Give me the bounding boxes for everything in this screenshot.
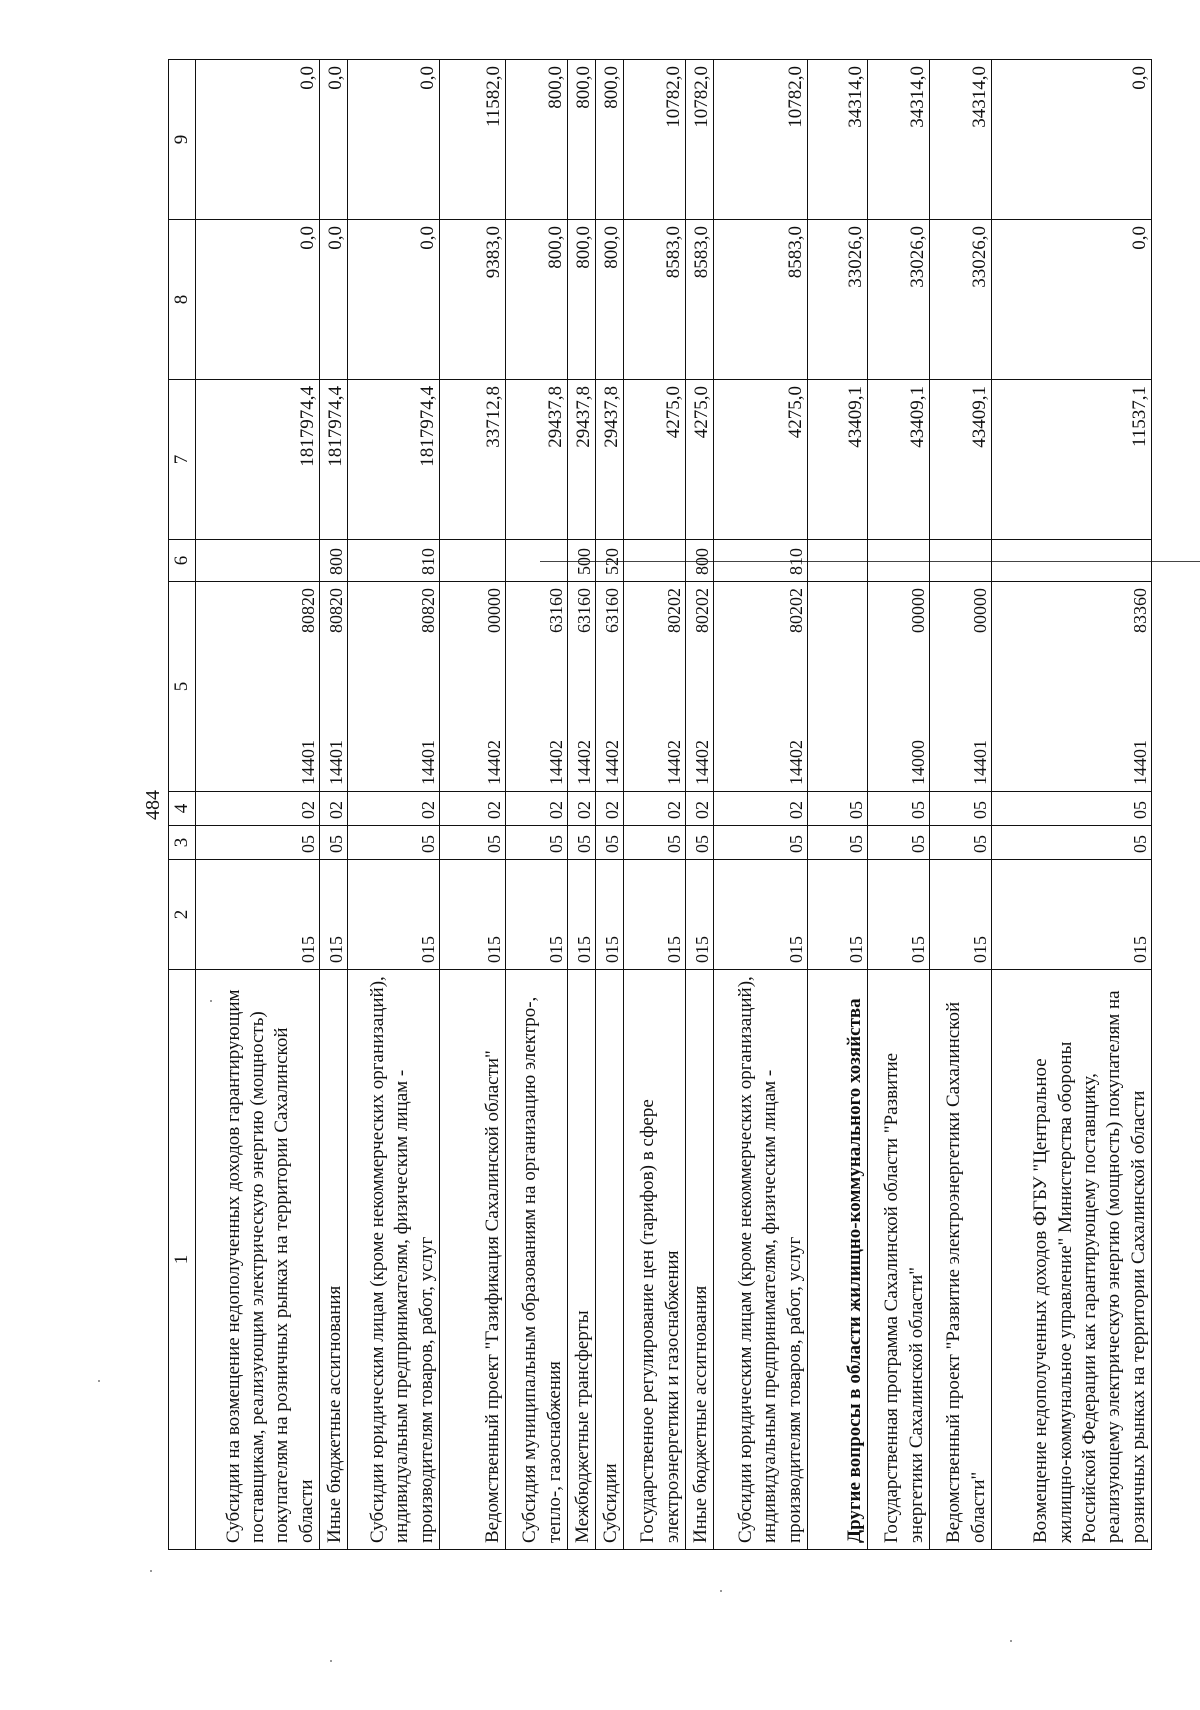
row-section-code: 05	[624, 826, 686, 860]
table-row	[348, 60, 440, 1550]
row-amount-year3: 34314,0	[930, 60, 992, 220]
row-subsection-code: 02	[714, 792, 808, 826]
col-header: 5	[169, 582, 196, 792]
row-amount-year1: 29437,8	[596, 380, 624, 540]
target-article-direction: 63160	[574, 588, 594, 633]
scan-speck	[98, 1380, 100, 1382]
row-amount-year1: 43409,1	[930, 380, 992, 540]
row-amount-year2: 8583,0	[714, 220, 808, 380]
row-target-article	[596, 582, 624, 792]
row-expense-type: 500	[568, 540, 596, 582]
row-expense-type: 800	[686, 540, 714, 582]
row-ministry-code: 015	[686, 860, 714, 970]
scan-speck	[150, 1570, 152, 1572]
header-row	[169, 60, 196, 1550]
target-article-program: 14402	[786, 740, 806, 785]
target-article-direction: 63160	[602, 588, 622, 633]
row-amount-year1: 43409,1	[868, 380, 930, 540]
target-article-direction: 80820	[326, 588, 346, 633]
row-amount-year3: 0,0	[320, 60, 348, 220]
row-section-code: 05	[568, 826, 596, 860]
row-expense-type	[930, 540, 992, 582]
row-ministry-code: 015	[624, 860, 686, 970]
row-section-code: 05	[808, 826, 868, 860]
table-row	[506, 60, 568, 1550]
target-article-direction: 80820	[298, 588, 318, 633]
target-article-direction: 80820	[418, 588, 438, 633]
row-section-code: 05	[686, 826, 714, 860]
row-name: Возмещение недополученных доходов ФГБУ "Центральное жилищно-коммунальное управление" Министерства обороны Российской Федерации как гарантирующему поставщику, реализующему электрическую энергию (мощность) покупателям на розничных рынках на территории Сахалинской области	[992, 970, 1152, 1550]
row-name: Субсидии юридическим лицам (кроме некоммерческих организаций), индивидуальным предпринимателям, физическим лицам - производителям товаров, работ, услуг	[348, 970, 440, 1550]
row-subsection-code: 05	[868, 792, 930, 826]
row-name: Иные бюджетные ассигнования	[320, 970, 348, 1550]
row-amount-year3: 10782,0	[714, 60, 808, 220]
row-amount-year1: 33712,8	[440, 380, 506, 540]
col-header: 1	[169, 970, 196, 1550]
row-target-article	[348, 582, 440, 792]
row-target-article	[868, 582, 930, 792]
row-ministry-code: 015	[992, 860, 1152, 970]
row-amount-year1: 11537,1	[992, 380, 1152, 540]
row-amount-year3: 800,0	[506, 60, 568, 220]
row-amount-year2: 0,0	[348, 220, 440, 380]
row-ministry-code: 015	[196, 860, 320, 970]
row-amount-year3: 34314,0	[808, 60, 868, 220]
row-amount-year1: 1817974,4	[348, 380, 440, 540]
row-name: Субсидия муниципальным образованиям на организацию электро-, тепло-, газоснабжения	[506, 970, 568, 1550]
target-article-direction: 83360	[1130, 588, 1150, 633]
row-amount-year2: 0,0	[992, 220, 1152, 380]
target-article-direction: 80202	[786, 588, 806, 633]
row-amount-year1: 29437,8	[568, 380, 596, 540]
row-amount-year2: 0,0	[320, 220, 348, 380]
row-amount-year1: 43409,1	[808, 380, 868, 540]
target-article-direction: 00000	[970, 588, 990, 633]
row-expense-type	[506, 540, 568, 582]
row-expense-type	[196, 540, 320, 582]
target-article-program: 14402	[692, 740, 712, 785]
row-section-code: 05	[506, 826, 568, 860]
row-amount-year3: 800,0	[596, 60, 624, 220]
row-amount-year3: 800,0	[568, 60, 596, 220]
target-article-program: 14401	[1130, 740, 1150, 785]
row-amount-year1: 1817974,4	[320, 380, 348, 540]
row-amount-year2: 8583,0	[624, 220, 686, 380]
row-subsection-code: 02	[624, 792, 686, 826]
row-expense-type: 520	[596, 540, 624, 582]
row-target-article	[992, 582, 1152, 792]
table-row	[992, 60, 1152, 1550]
row-name: Межбюджетные трансферты	[568, 970, 596, 1550]
row-target-article	[320, 582, 348, 792]
row-name: Субсидии на возмещение недополученных доходов гарантирующим поставщикам, реализующим электрическую энергию (мощность) покупателям на розничных рынках на территории Сахалинской области	[196, 970, 320, 1550]
row-target-article	[714, 582, 808, 792]
row-amount-year3: 10782,0	[686, 60, 714, 220]
row-name: Ведомственный проект "Развитие электроэнергетики Сахалинской области"	[930, 970, 992, 1550]
row-amount-year2: 800,0	[506, 220, 568, 380]
table-row	[440, 60, 506, 1550]
target-article-direction: 00000	[908, 588, 928, 633]
row-expense-type	[992, 540, 1152, 582]
scan-speck	[720, 1590, 722, 1592]
row-amount-year2: 9383,0	[440, 220, 506, 380]
row-target-article	[930, 582, 992, 792]
row-section-code: 05	[348, 826, 440, 860]
table-row	[624, 60, 686, 1550]
rotated-page	[120, 60, 1150, 1550]
target-article-program: 14401	[418, 740, 438, 785]
row-ministry-code: 015	[320, 860, 348, 970]
row-section-code: 05	[196, 826, 320, 860]
table-row	[714, 60, 808, 1550]
row-target-article	[196, 582, 320, 792]
row-amount-year2: 800,0	[568, 220, 596, 380]
target-article-direction: 80202	[664, 588, 684, 633]
col-header: 9	[169, 60, 196, 220]
row-amount-year2: 33026,0	[930, 220, 992, 380]
row-target-article	[808, 582, 868, 792]
target-article-program: 14000	[908, 740, 928, 785]
row-expense-type	[868, 540, 930, 582]
row-amount-year1: 29437,8	[506, 380, 568, 540]
row-target-article	[624, 582, 686, 792]
row-amount-year1: 4275,0	[686, 380, 714, 540]
target-article-direction: 63160	[546, 588, 566, 633]
row-subsection-code: 02	[568, 792, 596, 826]
row-expense-type: 810	[714, 540, 808, 582]
row-section-code: 05	[440, 826, 506, 860]
target-article-direction: 80202	[692, 588, 712, 633]
row-subsection-code: 02	[506, 792, 568, 826]
target-article-direction: 00000	[484, 588, 504, 633]
target-article-program: 14402	[574, 740, 594, 785]
row-ministry-code: 015	[930, 860, 992, 970]
row-amount-year3: 0,0	[196, 60, 320, 220]
page-number: 484	[142, 790, 164, 820]
target-article-program: 14401	[970, 740, 990, 785]
row-subsection-code: 02	[596, 792, 624, 826]
col-header: 4	[169, 792, 196, 826]
row-subsection-code: 02	[440, 792, 506, 826]
row-expense-type	[624, 540, 686, 582]
row-section-code: 05	[714, 826, 808, 860]
target-article-program: 14402	[664, 740, 684, 785]
row-ministry-code: 015	[868, 860, 930, 970]
row-amount-year3: 34314,0	[868, 60, 930, 220]
target-article-program: 14401	[298, 740, 318, 785]
row-ministry-code: 015	[596, 860, 624, 970]
col-header: 3	[169, 826, 196, 860]
row-subsection-code: 02	[686, 792, 714, 826]
col-header: 8	[169, 220, 196, 380]
row-amount-year3: 10782,0	[624, 60, 686, 220]
row-amount-year2: 33026,0	[808, 220, 868, 380]
row-amount-year1: 4275,0	[714, 380, 808, 540]
row-expense-type	[440, 540, 506, 582]
scan-speck	[1010, 1640, 1012, 1642]
row-ministry-code: 015	[348, 860, 440, 970]
row-subsection-code: 05	[930, 792, 992, 826]
table-row	[320, 60, 348, 1550]
table-row	[568, 60, 596, 1550]
row-name: Другие вопросы в области жилищно-коммунального хозяйства	[808, 970, 868, 1550]
row-expense-type: 810	[348, 540, 440, 582]
target-article-program: 14401	[326, 740, 346, 785]
row-section-code: 05	[596, 826, 624, 860]
row-amount-year2: 33026,0	[868, 220, 930, 380]
table-row	[808, 60, 868, 1550]
row-expense-type: 800	[320, 540, 348, 582]
budget-table	[168, 59, 1152, 1550]
row-target-article	[506, 582, 568, 792]
scan-speck	[330, 1660, 332, 1662]
table-row	[596, 60, 624, 1550]
row-name: Ведомственный проект "Газификация Сахалинской области"	[440, 970, 506, 1550]
row-section-code: 05	[868, 826, 930, 860]
row-amount-year2: 8583,0	[686, 220, 714, 380]
row-name: Государственное регулирование цен (тарифов) в сфере электроэнергетики и газоснабжения	[624, 970, 686, 1550]
row-subsection-code: 05	[808, 792, 868, 826]
row-name: Субсидии юридическим лицам (кроме некоммерческих организаций), индивидуальным предпринимателям, физическим лицам - производителям товаров, работ, услуг	[714, 970, 808, 1550]
row-amount-year2: 800,0	[596, 220, 624, 380]
row-target-article	[568, 582, 596, 792]
row-target-article	[686, 582, 714, 792]
target-article-program: 14402	[546, 740, 566, 785]
row-amount-year1: 1817974,4	[196, 380, 320, 540]
table-row	[686, 60, 714, 1550]
row-expense-type	[808, 540, 868, 582]
table-row	[930, 60, 992, 1550]
row-ministry-code: 015	[440, 860, 506, 970]
target-article-program: 14402	[602, 740, 622, 785]
row-subsection-code: 02	[320, 792, 348, 826]
table-row	[868, 60, 930, 1550]
row-subsection-code: 02	[196, 792, 320, 826]
row-name: Государственная программа Сахалинской области "Развитие энергетики Сахалинской области"	[868, 970, 930, 1550]
row-ministry-code: 015	[506, 860, 568, 970]
row-ministry-code: 015	[568, 860, 596, 970]
row-amount-year3: 0,0	[348, 60, 440, 220]
row-subsection-code: 02	[348, 792, 440, 826]
row-amount-year1: 4275,0	[624, 380, 686, 540]
row-section-code: 05	[930, 826, 992, 860]
row-section-code: 05	[992, 826, 1152, 860]
row-ministry-code: 015	[714, 860, 808, 970]
row-name: Иные бюджетные ассигнования	[686, 970, 714, 1550]
table-row	[196, 60, 320, 1550]
row-ministry-code: 015	[808, 860, 868, 970]
row-target-article	[440, 582, 506, 792]
target-article-program: 14402	[484, 740, 504, 785]
row-amount-year3: 11582,0	[440, 60, 506, 220]
row-name: Субсидии	[596, 970, 624, 1550]
col-header: 6	[169, 540, 196, 582]
row-amount-year3: 0,0	[992, 60, 1152, 220]
col-header: 2	[169, 860, 196, 970]
col-header: 7	[169, 380, 196, 540]
row-amount-year2: 0,0	[196, 220, 320, 380]
row-section-code: 05	[320, 826, 348, 860]
row-subsection-code: 05	[992, 792, 1152, 826]
